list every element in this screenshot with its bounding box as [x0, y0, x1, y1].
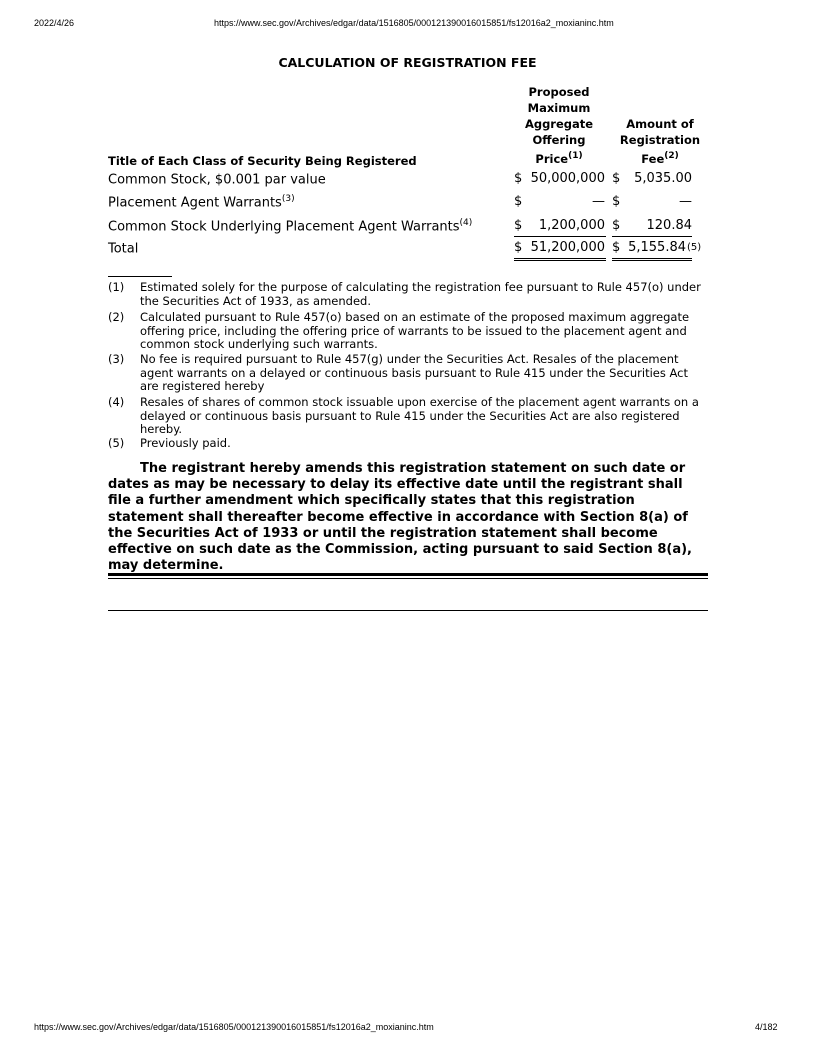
page-title: CALCULATION OF REGISTRATION FEE: [278, 55, 537, 70]
table-row-title: Common Stock, $0.001 par value: [108, 172, 326, 188]
currency-symbol: $: [612, 218, 621, 233]
table-row-title: Placement Agent Warrants$^{(3)}$: [108, 194, 295, 211]
total-double-rule: [514, 258, 606, 261]
currency-symbol: $: [514, 218, 523, 233]
print-header-url[interactable]: https://www.sec.gov/Archives/edgar/data/1516805/000121390016015851/fs12016a2_moxianinc.htm: [214, 18, 614, 28]
subtotal-rule: [612, 236, 692, 237]
table-row-total-title: Total: [108, 241, 139, 257]
currency-symbol: $: [612, 171, 621, 186]
footnote: (1) Estimated solely for the purpose of calculating the registration fee pursuant to Rule 457(o) under the Securities Act of 1933, as amended.: [108, 280, 701, 308]
offering-price-value: 50,000,000: [530, 171, 605, 186]
footnote: (5) Previously paid.: [108, 436, 231, 450]
offering-price-value: —: [592, 194, 605, 209]
footnote: (2) Calculated pursuant to Rule 457(o) based on an estimate of the proposed maximum aggregate offering price, including the offering price of warrants to be issued to the placement agent and common stock underlying such warrants.: [108, 310, 690, 351]
currency-symbol: $: [514, 171, 523, 186]
print-footer-url[interactable]: https://www.sec.gov/Archives/edgar/data/1516805/000121390016015851/fs12016a2_moxianinc.htm: [34, 1022, 434, 1032]
col-header-registration-fee: Amount of Registration Fee$^{(2)}$: [619, 117, 701, 166]
thin-rule: [108, 578, 708, 579]
page-number: 4/182: [755, 1022, 778, 1032]
footnote: (3) No fee is required pursuant to Rule 457(g) under the Securities Act. Resales of the placement agent warrants on a delayed or continuous basis pursuant to Rule 415 under the Securities Act are registered hereby: [108, 352, 688, 393]
footnote-separator: [108, 276, 172, 277]
currency-symbol: $: [612, 194, 621, 209]
total-fee: 5,155.84: [628, 240, 686, 255]
thick-rule: [108, 573, 708, 576]
col-header-title: Title of Each Class of Security Being Registered: [108, 154, 417, 168]
delaying-amendment-statement: The registrant hereby amends this registration statement on such date or dates as may be necessary to delay its effective date until the registrant shall file a further amendment which specifically states that this registration statement shall thereafter become effective in accordance with Section 8(a) of the Securities Act of 1933 or until the registration statement shall become effective on such date as the Commission, acting pursuant to said Section 8(a), may determine.: [108, 461, 692, 574]
total-double-rule: [612, 258, 692, 261]
currency-symbol: $: [514, 240, 523, 255]
fee-value: 5,035.00: [634, 171, 692, 186]
currency-symbol: $: [514, 194, 523, 209]
print-date: 2022/4/26: [34, 18, 75, 28]
currency-symbol: $: [612, 240, 621, 255]
total-fee-note: (5): [687, 242, 702, 253]
fee-value: 120.84: [646, 218, 692, 233]
col-header-aggregate-offering-price: Proposed Maximum Aggregate Offering Price$^{(1)}$: [524, 85, 594, 166]
fee-value: —: [679, 194, 692, 209]
page-divider: [108, 610, 708, 611]
offering-price-value: 1,200,000: [538, 218, 605, 233]
subtotal-rule: [514, 236, 606, 237]
footnote: (4) Resales of shares of common stock issuable upon exercise of the placement agent warrants on a delayed or continuous basis pursuant to Rule 415 under the Securities Act are also registered hereby.: [108, 395, 699, 436]
total-offering-price: 51,200,000: [530, 240, 605, 255]
table-row-title: Common Stock Underlying Placement Agent Warrants$^{(4)}$: [108, 218, 473, 235]
